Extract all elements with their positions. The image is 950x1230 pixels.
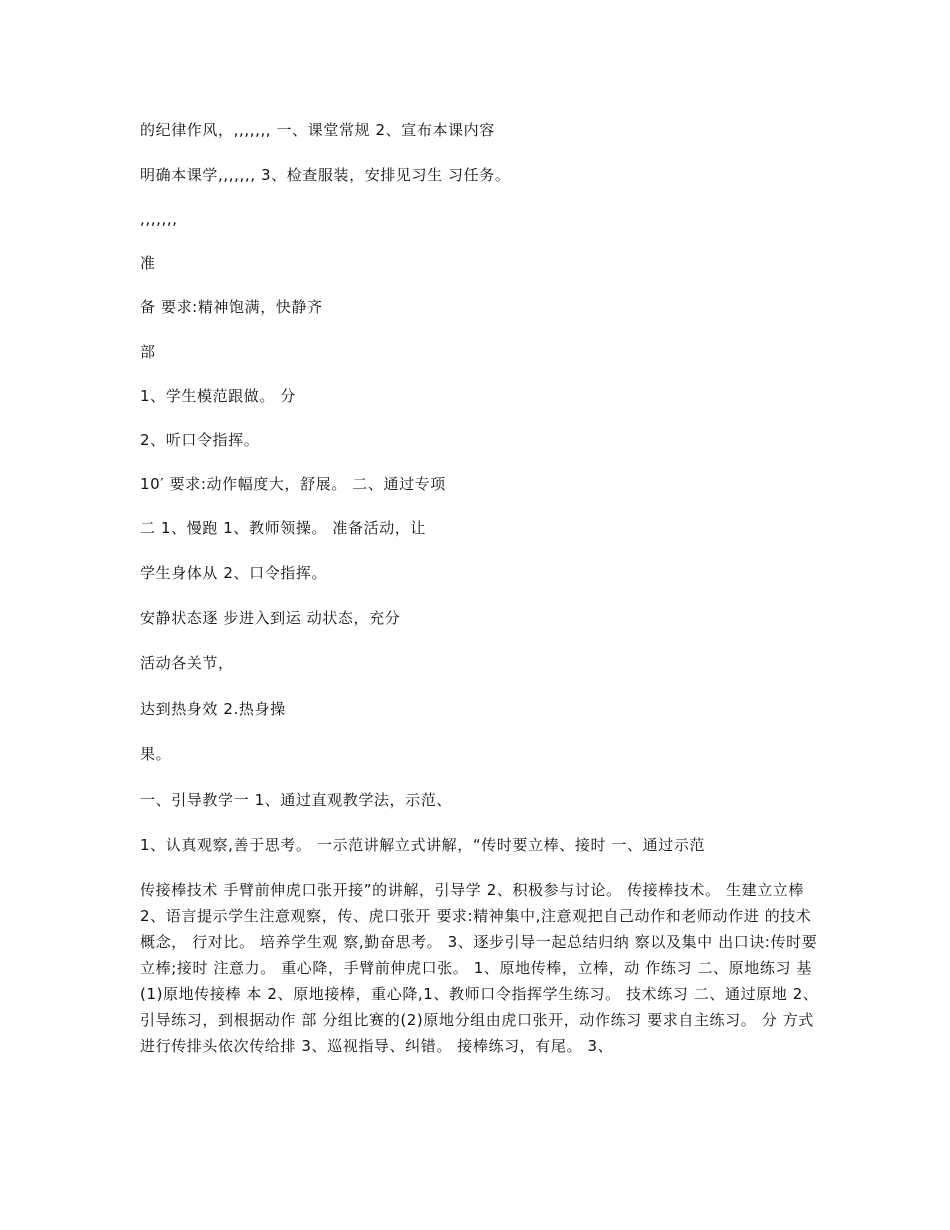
text-line-16: 一、引导教学一 1、通过直观教学法，示范、 (140, 791, 452, 809)
text-line-12: 安静状态逐 步进入到运 动状态，充分 (140, 609, 401, 627)
text-line-15: 果。 (140, 745, 172, 763)
text-line-4: 准 (140, 254, 156, 272)
text-line-7: 1、学生模范跟做。 分 (140, 387, 296, 405)
text-line-3: ,,,,,,, (140, 210, 178, 228)
text-line-13: 活动各关节， (140, 654, 234, 672)
text-line-11: 学生身体从 2、口令指挥。 (140, 564, 328, 582)
text-line-10: 二 1、慢跑 1、教师领操。 准备活动，让 (140, 519, 426, 537)
text-line-8: 2、听口令指挥。 (140, 431, 260, 449)
text-line-6: 部 (140, 343, 156, 361)
text-line-1: 的纪律作风，,,,,,,, 一、课堂常规 2、宣布本课内容 (140, 121, 495, 139)
text-line-14: 达到热身效 2.热身操 (140, 700, 286, 718)
body-paragraph: 传接棒技术 手臂前伸虎口张开接”的讲解，引导学 2、积极参与讨论。 传接棒技术。 生建立立棒 2、语言提示学生注意观察，传、虎口张开 要求:精神集中,注意观把自己动作和老师动作进 的技术概念， 行对比。 培养学生观 察,勤奋思考。 3、逐步引导一起总结归纳 察以及集中 出口诀:传时要立棒;接时 注意力。 重心降，手臂前伸虎口张。 1、原地传棒，立棒，动 作练习 二、原地练习 基 (1)原地传接棒 本 2、原地接棒，重心降,1、教师口令指挥学生练习。 技术练习 二、通过原地 2、引导练习，到根据动作 部 分组比赛的(2)原地分组由虎口张开，动作练习 要求自主练习。 分 方式进行传排头依次传给排 3、巡视指导、纠错。 接棒练习，有尾。 3、 (140, 881, 819, 1055)
text-line-9: 10′ 要求:动作幅度大，舒展。 二、通过专项 (140, 475, 446, 493)
text-line-5: 备 要求:精神饱满，快静齐 (140, 298, 323, 316)
text-line-2: 明确本课学,,,,,,, 3、检查服装，安排见习生 习任务。 (140, 166, 511, 184)
text-line-17: 1、认真观察,善于思考。 一示范讲解立式讲解，“传时要立棒、接时 一、通过示范 (140, 836, 706, 854)
